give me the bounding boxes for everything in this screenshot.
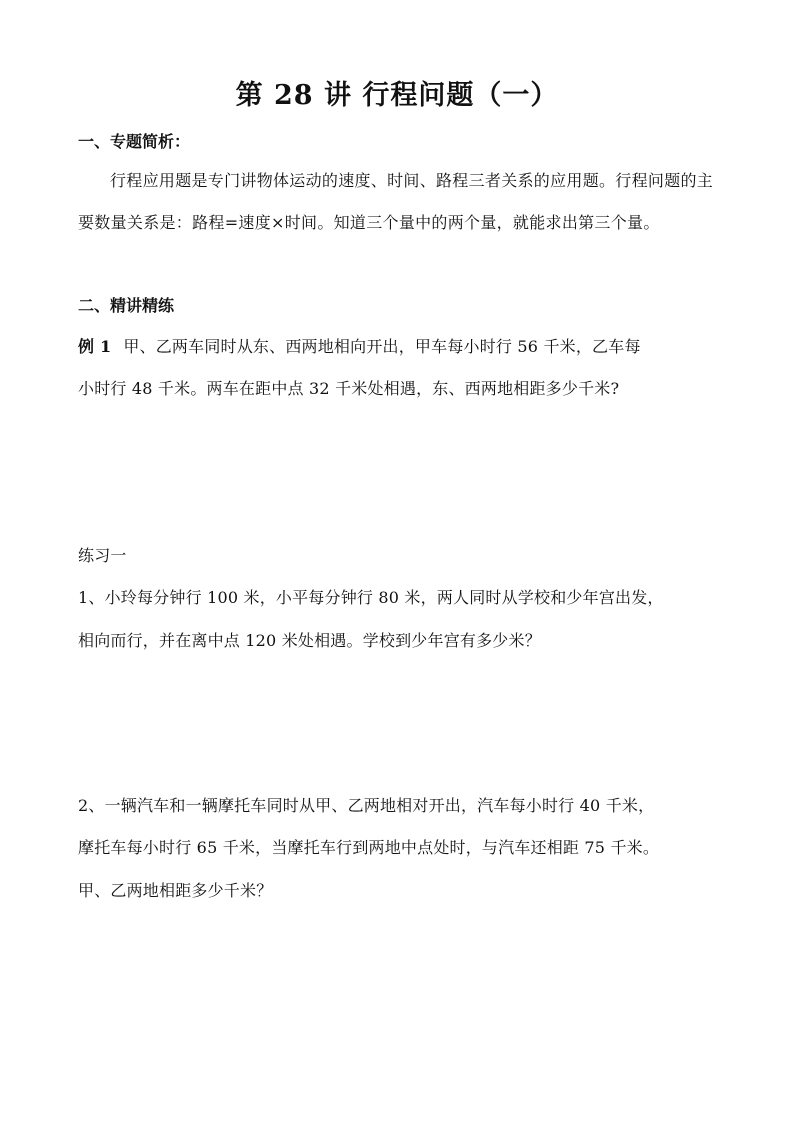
question-2-line-2: 摩托车每小时行 65 千米，当摩托车行到两地中点处时，与汽车还相距 75 千米。	[78, 838, 660, 857]
section-heading-practice-lecture: 二、精讲精练	[78, 296, 175, 315]
example-label: 例 1	[78, 337, 112, 356]
example-1-line-2: 小时行 48 千米。两车在距中点 32 千米处相遇，东、西两地相距多少千米?	[78, 379, 620, 398]
question-1-line-2: 相向而行，并在离中点 120 米处相遇。学校到少年宫有多少米？	[78, 631, 541, 650]
example-1-line-1	[78, 336, 728, 358]
page-title: 第 28 讲 行程问题（一）	[235, 80, 559, 111]
question-1-line-1: 1、小玲每分钟行 100 米，小平每分钟行 80 米，两人同时从学校和少年宫出发，	[78, 588, 664, 607]
analysis-paragraph: 行程应用题是专门讲物体运动的速度、时间、路程三者关系的应用题。行程问题的主要数量关系是：路程=速度×时间。知道三个量中的两个量，就能求出第三个量。	[78, 171, 714, 232]
section-heading-analysis: 一、专题简析：	[78, 132, 191, 151]
example-1-text-1: 甲、乙两车同时从东、西两地相向开出，甲车每小时行 56 千米，乙车每	[123, 337, 641, 356]
question-2-line-3: 甲、乙两地相距多少千米？	[78, 881, 273, 900]
practice-heading: 练习一	[78, 546, 127, 565]
question-2-line-1: 2、一辆汽车和一辆摩托车同时从甲、乙两地相对开出，汽车每小时行 40 千米，	[78, 796, 655, 815]
